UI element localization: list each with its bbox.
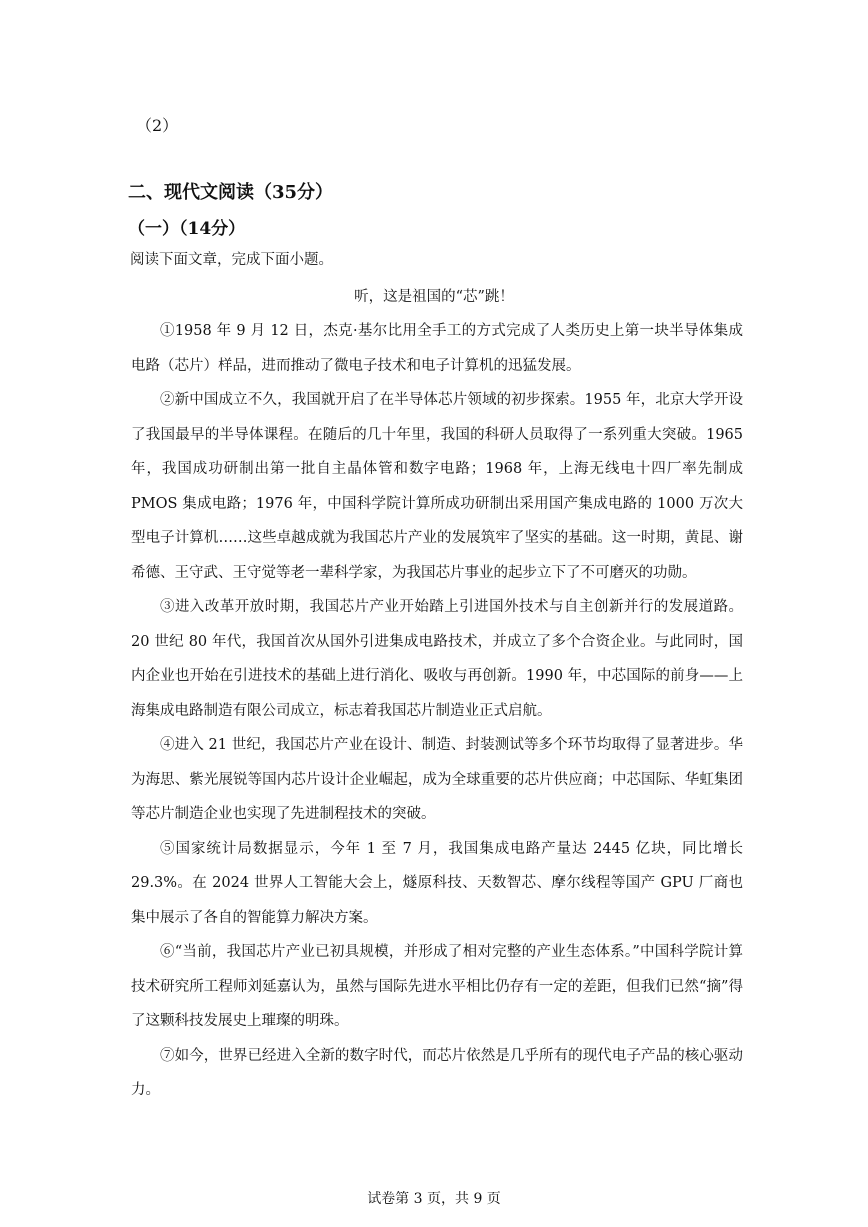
article-paragraph-1: ①1958 年 9 月 12 日，杰克·基尔比用全手工的方式完成了人类历史上第一块半导体集成电路（芯片）样品，进而推动了微电子技术和电子计算机的迅猛发展。 bbox=[131, 323, 743, 374]
article-paragraph-7: ⑦如今，世界已经进入全新的数字时代，而芯片依然是几乎所有的现代电子产品的核心驱动力。 bbox=[131, 1047, 743, 1098]
question-number: （2） bbox=[136, 116, 179, 135]
article-body bbox=[131, 314, 743, 1108]
article-paragraph-4: ④进入 21 世纪，我国芯片产业在设计、制造、封装测试等多个环节均取得了显著进步。华为海思、紫光展锐等国内芯片设计企业崛起，成为全球重要的芯片供应商；中芯国际、华虹集团等芯片制造企业也实现了先进制程技术的突破。 bbox=[131, 737, 743, 822]
section-heading: 二、现代文阅读（35分） bbox=[128, 182, 334, 203]
article-paragraph-6: ⑥“当前，我国芯片产业已初具规模，并形成了相对完整的产业生态体系。”中国科学院计算技术研究所工程师刘延嘉认为，虽然与国际先进水平相比仍存有一定的差距，但我们已然“摘”得了这颗科技发展史上璀璨的明珠。 bbox=[131, 944, 743, 1029]
page-footer: 试卷第 3 页，共 9 页 bbox=[367, 1191, 501, 1207]
article-title: 听，这是祖国的“芯”跳！ bbox=[354, 289, 514, 305]
article-paragraph-3: ③进入改革开放时期，我国芯片产业开始踏上引进国外技术与自主创新并行的发展道路。20 世纪 80 年代，我国首次从国外引进集成电路技术，并成立了多个合资企业。与此同时，国内企业也开始在引进技术的基础上进行消化、吸收与再创新。1990 年，中芯国际的前身——上海集成电路制造有限公司成立，标志着我国芯片制造业正式启航。 bbox=[131, 599, 743, 719]
article-paragraph-5: ⑤国家统计局数据显示，今年 1 至 7 月，我国集成电路产量达 2445 亿块，同比增长 29.3%。在 2024 世界人工智能大会上，燧原科技、天数智芯、摩尔线程等国产 GPU 厂商也集中展示了各自的智能算力解决方案。 bbox=[131, 840, 743, 926]
instruction-text: 阅读下面文章，完成下面小题。 bbox=[130, 252, 333, 268]
article-paragraph-2: ②新中国成立不久，我国就开启了在半导体芯片领域的初步探索。1955 年，北京大学开设了我国最早的半导体课程。在随后的几十年里，我国的科研人员取得了一系列重大突破。1965 年，我国成功研制出第一批自主晶体管和数字电路；1968 年，上海无线电十四厂率先制成 PMOS 集成电路；1976 年，中国科学院计算所成功研制出采用国产集成电路的 1000 万次大型电子计算机……这些卓越成就为我国芯片产业的发展筑牢了坚实的基础。这一时期，黄昆、谢希德、王守武、王守觉等老一辈科学家，为我国芯片事业的起步立下了不可磨灭的功勋。 bbox=[131, 392, 743, 581]
subsection-heading: （一）（14分） bbox=[128, 219, 246, 239]
